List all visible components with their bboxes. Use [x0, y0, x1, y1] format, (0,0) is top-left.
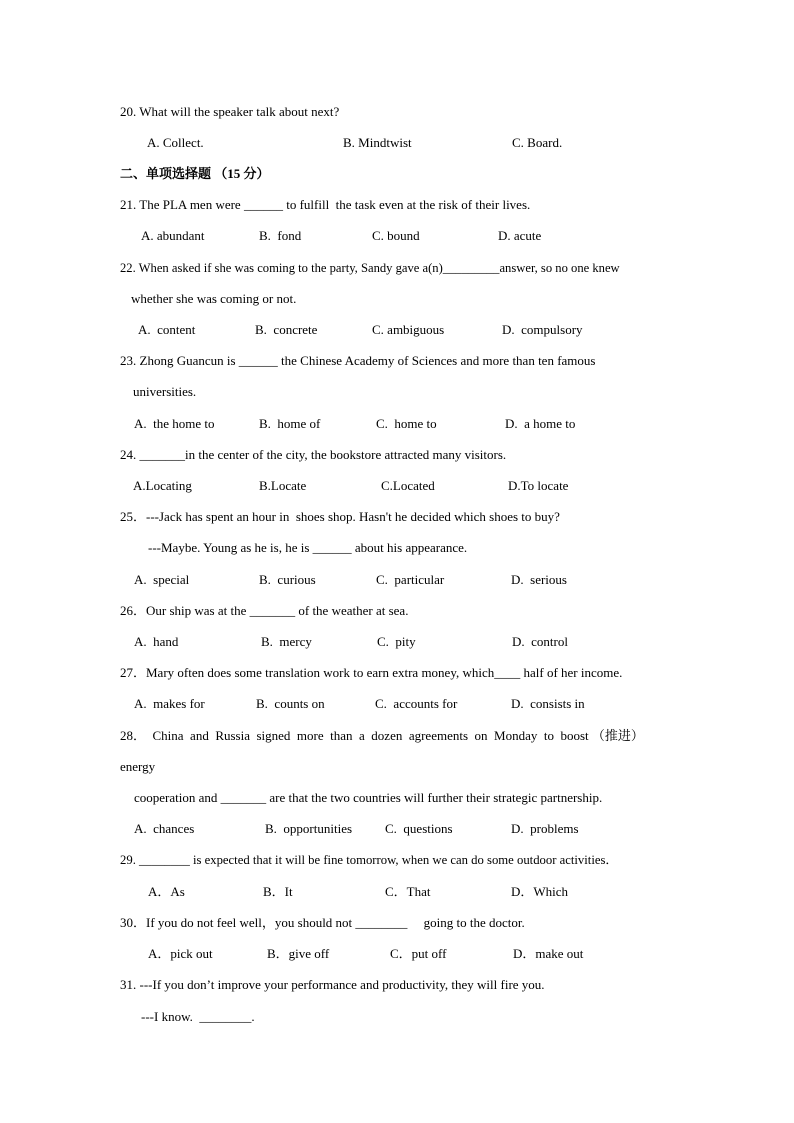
question-28-option-d: D. problems: [511, 821, 579, 836]
question-23-option-d: D. a home to: [505, 416, 576, 431]
question-24-stem: 24. _______in the center of the city, the bookstore attracted many visitors.: [120, 447, 507, 462]
question-30-option-a: A．pick out: [148, 946, 213, 961]
question-26-option-c: C. pity: [377, 634, 416, 649]
question-23-option-c: C. home to: [376, 416, 437, 431]
question-26-option-d: D. control: [512, 634, 568, 649]
question-28-stem-cont: energy: [120, 759, 156, 774]
question-27-option-b: B. counts on: [256, 696, 325, 711]
question-25-stem: 25．---Jack has spent an hour in shoes shop. Hasn't he decided which shoes to buy?: [120, 509, 560, 524]
question-25-option-c: C. particular: [376, 572, 445, 587]
question-25-stem-cont: ---Maybe. Young as he is, he is ______ about his appearance.: [148, 540, 468, 555]
question-23-stem: 23. Zhong Guancun is ______ the Chinese Academy of Sciences and more than ten famous: [120, 353, 596, 368]
question-28-stem: 28． China and Russia signed more than a dozen agreements on Monday to boost （推进）: [120, 728, 644, 743]
question-29-option-a: A．As: [148, 884, 185, 899]
question-23-option-b: B. home of: [259, 416, 321, 431]
question-30-option-c: C．put off: [390, 946, 447, 961]
question-27-stem: 27．Mary often does some translation work to earn extra money, which____ half of her income.: [120, 665, 623, 680]
question-22-stem-cont: whether she was coming or not.: [131, 291, 297, 306]
question-27-option-c: C. accounts for: [375, 696, 458, 711]
question-26-stem: 26．Our ship was at the _______ of the weather at sea.: [120, 603, 409, 618]
question-22-option-c: C. ambiguous: [372, 322, 445, 337]
question-23-option-a: A. the home to: [134, 416, 215, 431]
question-28-option-c: C. questions: [385, 821, 453, 836]
question-21-stem: 21. The PLA men were ______ to fulfill the task even at the risk of their lives.: [120, 197, 531, 212]
question-21-option-b: B. fond: [259, 228, 302, 243]
question-29-option-c: C．That: [385, 884, 431, 899]
question-24-option-c: C.Located: [381, 478, 435, 493]
question-22-stem: 22. When asked if she was coming to the party, Sandy gave a(n)_________answer, so no one knew: [120, 261, 620, 275]
question-25-option-b: B. curious: [259, 572, 316, 587]
question-20-stem: 20. What will the speaker talk about next?: [120, 104, 340, 119]
question-26-option-b: B. mercy: [261, 634, 312, 649]
question-29-option-b: B．It: [263, 884, 293, 899]
question-20-option-c: C. Board.: [512, 135, 563, 150]
question-27-option-a: A. makes for: [134, 696, 205, 711]
question-22-option-b: B. concrete: [255, 322, 318, 337]
question-24-option-b: B.Locate: [259, 478, 307, 493]
question-29-option-d: D．Which: [511, 884, 569, 899]
question-31-stem: 31. ---If you don’t improve your performance and productivity, they will fire you.: [120, 977, 545, 992]
section-title: 二、单项选择题 （15 分）: [120, 166, 270, 181]
question-28-option-a: A. chances: [134, 821, 195, 836]
question-22-option-a: A. content: [138, 322, 196, 337]
question-30-option-d: D．make out: [513, 946, 584, 961]
question-30-option-b: B．give off: [267, 946, 330, 961]
question-21-option-a: A. abundant: [141, 228, 205, 243]
question-26-option-a: A. hand: [134, 634, 179, 649]
question-30-stem: 30．If you do not feel well，you should not ________ going to the doctor.: [120, 915, 525, 930]
question-28-option-b: B. opportunities: [265, 821, 353, 836]
question-20-option-a: A. Collect.: [147, 135, 204, 150]
question-24-option-d: D.To locate: [508, 478, 569, 493]
question-24-option-a: A.Locating: [133, 478, 192, 493]
question-22-option-d: D. compulsory: [502, 322, 583, 337]
question-27-option-d: D. consists in: [511, 696, 585, 711]
question-25-option-a: A. special: [134, 572, 190, 587]
question-28-stem-cont-2: cooperation and _______ are that the two countries will further their strategic partnership.: [134, 790, 603, 805]
question-23-stem-cont: universities.: [133, 384, 197, 399]
question-31-stem-cont: ---I know. ________.: [141, 1009, 255, 1024]
question-21-option-c: C. bound: [372, 228, 420, 243]
question-20-option-b: B. Mindtwist: [343, 135, 412, 150]
question-29-stem: 29. ________ is expected that it will be fine tomorrow, when we can do some outdoor activities．: [120, 853, 619, 867]
question-21-option-d: D. acute: [498, 228, 542, 243]
question-25-option-d: D. serious: [511, 572, 567, 587]
